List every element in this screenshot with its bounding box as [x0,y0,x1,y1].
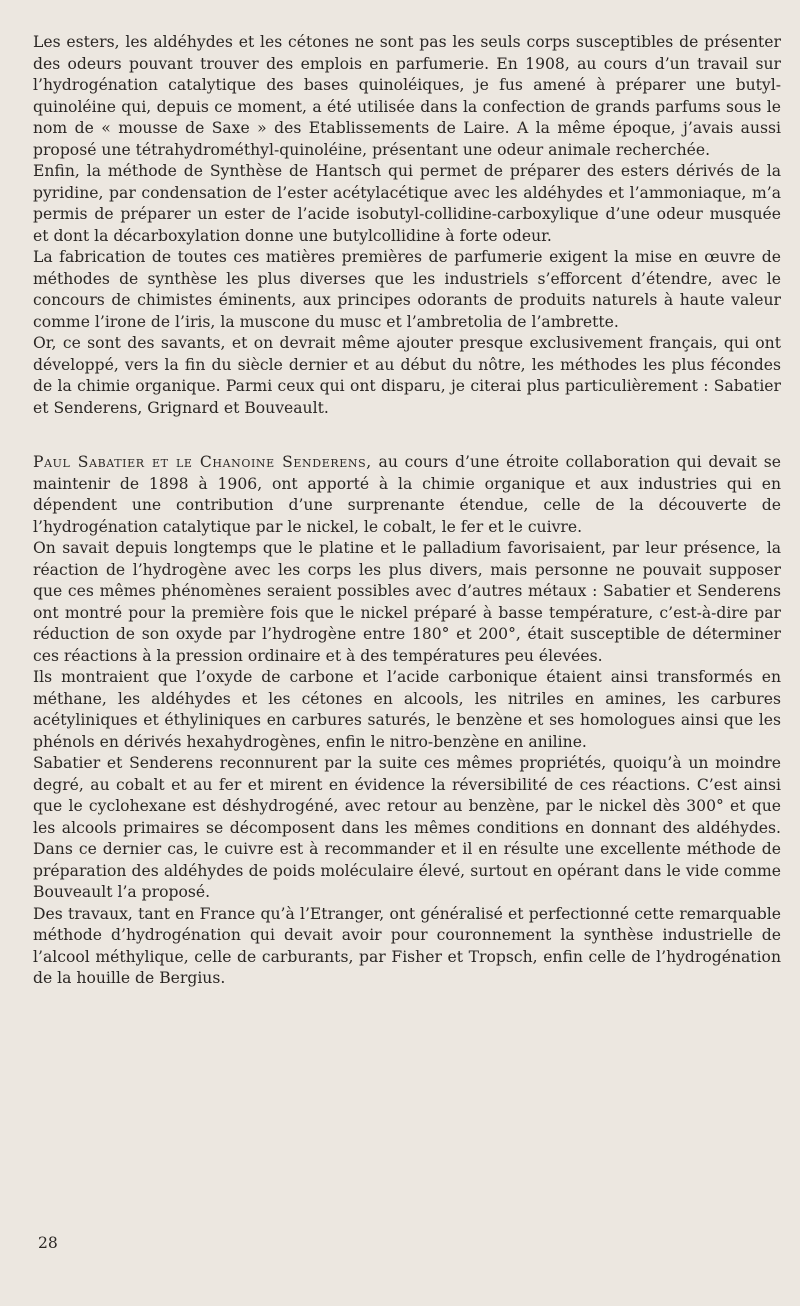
author-names-small-caps: Paul Sabatier et le Chanoine Senderens, [33,453,372,471]
paragraph-platine: On savait depuis longtemps que le platine et le palladium favorisaient, par leur présence, la réaction de l’hydrogène avec les corps les plus divers, mais personne ne pouvait supposer que ces mêmes phénomènes seraient possibles avec d’autres métaux : Sabatier et Senderens ont montré pour la première fois que le nickel préparé à basse température, c’est-à-dire par réduction de son oxyde par l’hydrogène entre 180° et 200°, était susceptible de déterminer ces réactions à la pression ordinaire et à des températures peu élevées. [33,539,781,665]
paragraph-esters: Les esters, les aldéhydes et les cétones ne sont pas les seuls corps susceptibles de présenter des odeurs pouvant trouver des emplois en parfumerie. En 1908, au cours d’un travail sur l’hydrogénation catalytique des bases quinoléiques, je fus amené à préparer une butyl-quinoléine qui, depuis ce moment, a été utilisée dans la confection de grands parfums sous le nom de « mousse de Saxe » des Etablissements de Laire. A la même époque, j’avais aussi proposé une tétrahydrométhyl-quinoléine, présentant une odeur animale recherchée. [33,33,781,159]
paragraph-oxyde: Ils montraient que l’oxyde de carbone et l’acide carbonique étaient ainsi transformés en méthane, les aldéhydes et les cétones en alcools, les nitriles en amines, les carbures acétyliniques et éthyliniques en carbures saturés, le benzène et ses homologues ainsi que les phénols en dérivés hexahydrogènes, enfin le nitro-benzène en aniline. [33,668,781,751]
paragraph-sabatier-intro [33,452,781,538]
paragraph-savants: Or, ce sont des savants, et on devrait même ajouter presque exclusivement français, qui ont développé, vers la fin du siècle dernier et au début du nôtre, les méthodes les plus fécondes de la chimie organique. Parmi ceux qui ont disparu, je citerai plus particulièrement : Sabatier et Senderens, Grignard et Bouveault. [33,334,781,417]
text-column [33,32,781,990]
paragraph-sabatier-intro-text: au cours d’une étroite collaboration qui devait se maintenir de 1898 à 1906, ont apporté à la chimie organique et aux industries qui en dépendent une contribution d’une surprenante étendue, celle de la découverte de l’hydrogénation catalytique par le nickel, le cobalt, le fer et le cuivre. [33,453,782,536]
paragraph-reversibilite: Sabatier et Senderens reconnurent par la suite ces mêmes propriétés, quoiqu’à un moindre degré, au cobalt et au fer et mirent en évidence la réversibilité de ces réactions. C’est ainsi que le cyclohexane est déshydrogéné, avec retour au benzène, par le nickel dès 300° et que les alcools primaires se décomposent dans les mêmes conditions en donnant des aldéhydes. Dans ce dernier cas, le cuivre est à recommander et il en résulte une excellente méthode de préparation des aldéhydes de poids moléculaire élevé, surtout en opérant dans le vide comme Bouveault l’a proposé. [33,754,781,901]
paragraph-fabrication: La fabrication de toutes ces matières premières de parfumerie exigent la mise en œuvre de méthodes de synthèse les plus diverses que les industriels s’efforcent d’étendre, avec le concours de chimistes éminents, aux principes odorants de produits naturels à haute valeur comme l’irone de l’iris, la muscone du musc et l’ambretolia de l’ambrette. [33,248,781,331]
paragraph-travaux: Des travaux, tant en France qu’à l’Etranger, ont généralisé et perfectionné cette remarquable méthode d’hydrogénation qui devait avoir pour couronnement la synthèse industrielle de l’alcool méthylique, celle de carburants, par Fisher et Tropsch, enfin celle de l’hydrogénation de la houille de Bergius. [33,904,781,987]
section-gap [33,419,781,452]
page-number: 28 [38,1234,58,1252]
paragraph-hantsch: Enfin, la méthode de Synthèse de Hantsch qui permet de préparer des esters dérivés de la pyridine, par condensation de l’ester acétylacétique avec les aldéhydes et l’ammoniaque, m’a permis de préparer un ester de l’acide isobutyl-collidine-carboxylique d’une odeur musquée et dont la décarboxylation donne une butylcollidine à forte odeur. [33,162,781,245]
